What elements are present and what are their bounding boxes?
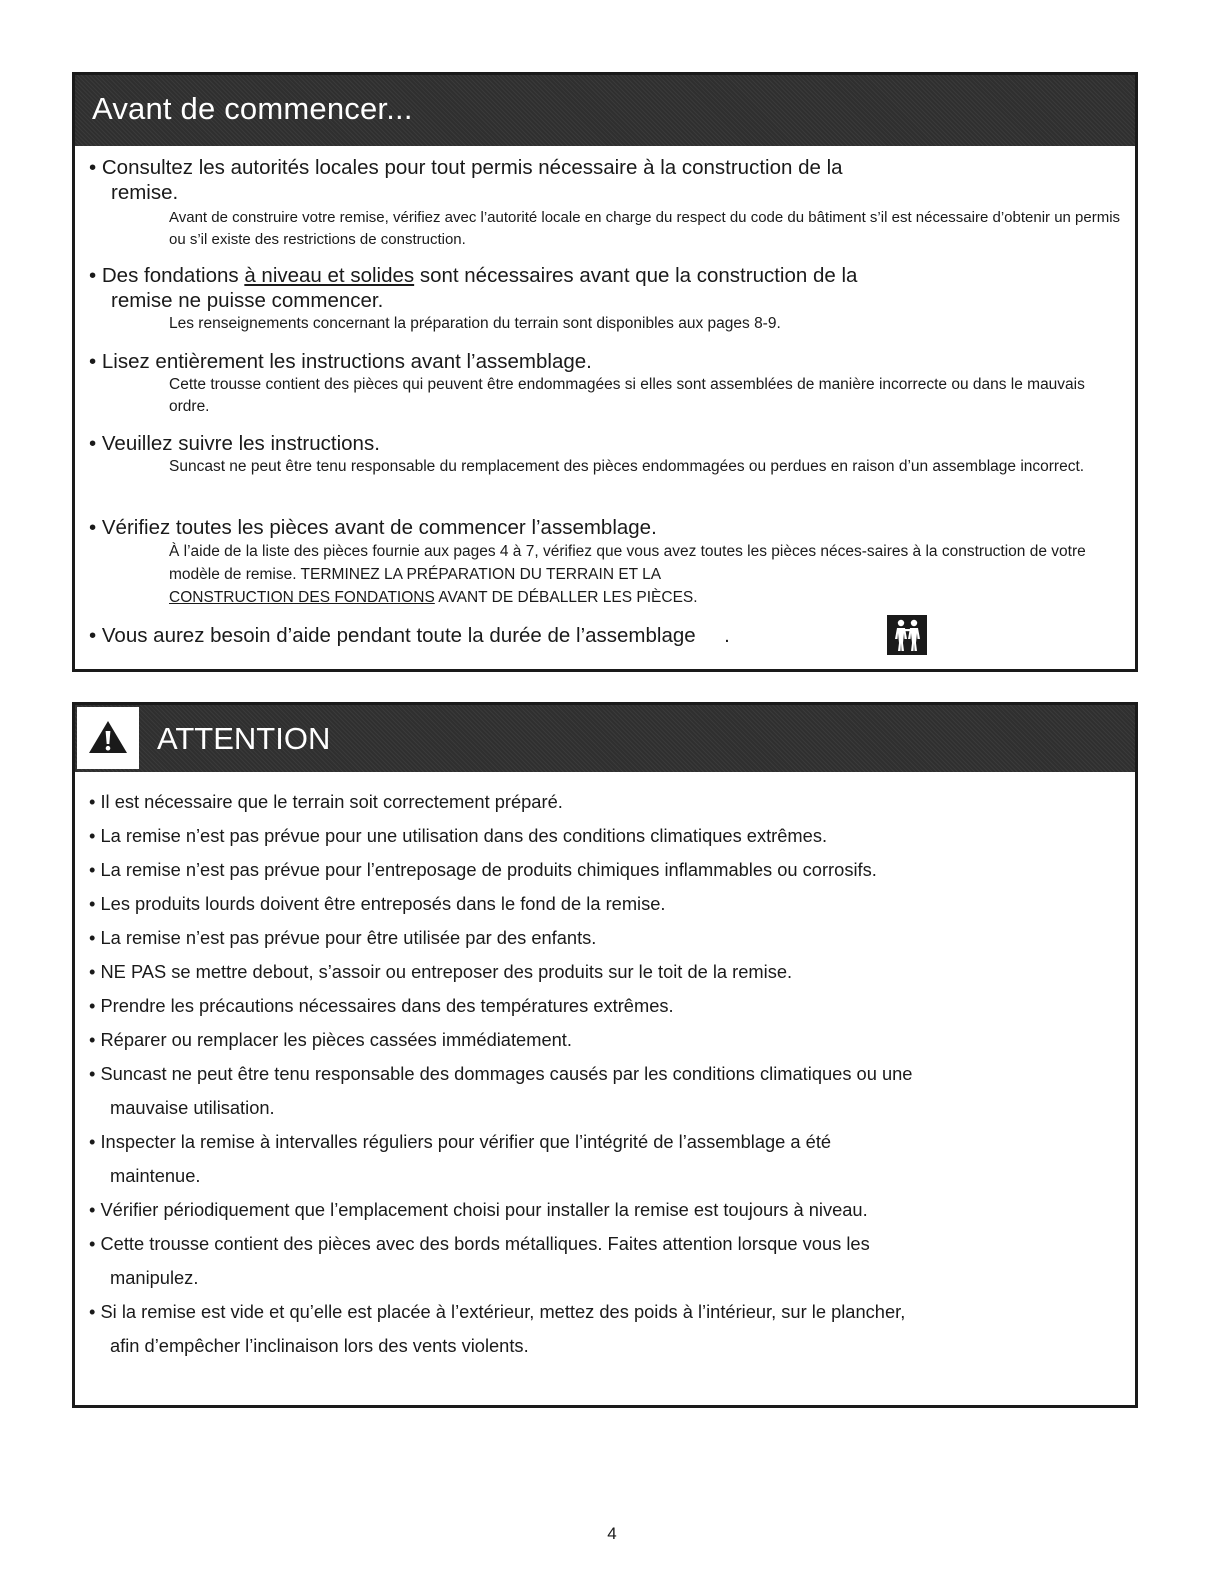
item-check-detail bbox=[89, 540, 1121, 609]
attention-item-line: • Inspecter la remise à intervalles réguliers pour vérifier que l’intégrité de l’assemblage a été bbox=[89, 1131, 832, 1152]
warning-square bbox=[77, 707, 139, 769]
item-check-detail-b: AVANT DE DÉBALLER LES PIÈCES. bbox=[434, 589, 698, 606]
item-check-detail-a: À l’aide de la liste des pièces fournie aux pages 4 à 7, vérifiez que vous avez toutes les pièces néces-saires à la construction de votre modèle de remise. TERMINEZ LA PRÉPARATION DU TERRAIN ET LA bbox=[169, 543, 1086, 583]
attention-item bbox=[89, 1125, 1105, 1193]
item-help-head: • Vous aurez besoin d’aide pendant toute la durée de l’assemblage . bbox=[89, 624, 730, 647]
attention-item: • Il est nécessaire que le terrain soit correctement préparé. bbox=[89, 791, 563, 812]
page-number: 4 bbox=[607, 1524, 617, 1543]
attention-box bbox=[72, 702, 1138, 1408]
two-people-icon bbox=[887, 615, 927, 655]
attention-item-line: • Suncast ne peut être tenu responsable des dommages causés par les conditions climatiques ou une bbox=[89, 1063, 913, 1084]
attention-item bbox=[89, 1227, 1105, 1295]
attention-item: • La remise n’est pas prévue pour une utilisation dans des conditions climatiques extrêmes. bbox=[89, 825, 828, 846]
item-need-help bbox=[89, 623, 1121, 648]
item-check-detail-underlined: CONSTRUCTION DES FONDATIONS bbox=[169, 589, 435, 606]
item-follow-head: • Veuillez suivre les instructions. bbox=[89, 432, 380, 455]
item-read-instructions bbox=[89, 349, 1121, 418]
attention-banner bbox=[75, 705, 1135, 772]
item-permits bbox=[89, 155, 1121, 251]
attention-item-cont: mauvaise utilisation. bbox=[110, 1097, 275, 1118]
attention-list bbox=[89, 785, 1105, 1363]
attention-item: • Prendre les précautions nécessaires dans des températures extrêmes. bbox=[89, 995, 674, 1016]
item-foundation-head-post: sont nécessaires avant que la construction de la bbox=[414, 264, 858, 287]
attention-title: ATTENTION bbox=[157, 721, 331, 756]
item-check-parts bbox=[89, 515, 1121, 609]
item-foundation-head-cont: remise ne puisse commencer. bbox=[111, 289, 384, 312]
item-read-detail: Cette trousse contient des pièces qui peuvent être endommagées si elles sont assemblées de manière incorrecte ou dans le mauvais ordre. bbox=[169, 376, 1085, 415]
attention-item-cont: manipulez. bbox=[110, 1267, 199, 1288]
attention-item-cont: maintenue. bbox=[110, 1165, 201, 1186]
attention-item bbox=[89, 1057, 1105, 1125]
item-foundation-head-pre: • Des fondations bbox=[89, 264, 245, 287]
item-foundation-detail: Les renseignements concernant la préparation du terrain sont disponibles aux pages 8-9. bbox=[169, 315, 781, 332]
item-foundation-head-underlined: à niveau et solides bbox=[244, 264, 415, 287]
attention-item: • La remise n’est pas prévue pour l’entreposage de produits chimiques inflammables ou corrosifs. bbox=[89, 859, 877, 880]
item-read-head: • Lisez entièrement les instructions avant l’assemblage. bbox=[89, 350, 592, 373]
before-you-start-box bbox=[72, 72, 1138, 672]
item-check-head: • Vérifiez toutes les pièces avant de commencer l’assemblage. bbox=[89, 516, 657, 539]
item-foundation bbox=[89, 263, 1121, 335]
attention-item: • Vérifier périodiquement que l’emplacement choisi pour installer la remise est toujours à niveau. bbox=[89, 1199, 868, 1220]
warning-triangle-icon bbox=[88, 720, 128, 754]
before-you-start-title: Avant de commencer... bbox=[92, 91, 413, 126]
attention-item: • La remise n’est pas prévue pour être utilisée par des enfants. bbox=[89, 927, 597, 948]
attention-item: • Réparer ou remplacer les pièces cassées immédiatement. bbox=[89, 1029, 572, 1050]
item-permits-head: • Consultez les autorités locales pour tout permis nécessaire à la construction de la bbox=[89, 156, 843, 179]
item-permits-detail: Avant de construire votre remise, vérifiez avec l’autorité locale en charge du respect du code du bâtiment s’il est nécessaire d’obtenir un permis ou s’il existe des restrictions de construction. bbox=[169, 209, 1121, 248]
attention-item-line: • Si la remise est vide et qu’elle est placée à l’extérieur, mettez des poids à l’intérieur, sur le plancher, bbox=[89, 1301, 906, 1322]
attention-item: • Les produits lourds doivent être entreposés dans le fond de la remise. bbox=[89, 893, 666, 914]
attention-item-cont: afin d’empêcher l’inclinaison lors des vents violents. bbox=[110, 1335, 529, 1356]
attention-item: • NE PAS se mettre debout, s’assoir ou entreposer des produits sur le toit de la remise. bbox=[89, 961, 793, 982]
attention-item bbox=[89, 1295, 1105, 1363]
item-follow-instructions bbox=[89, 431, 1121, 478]
before-you-start-banner bbox=[75, 75, 1135, 146]
attention-item-line: • Cette trousse contient des pièces avec des bords métalliques. Faites attention lorsque vous les bbox=[89, 1233, 870, 1254]
item-permits-head-cont: remise. bbox=[111, 181, 179, 204]
item-follow-detail: Suncast ne peut être tenu responsable du remplacement des pièces endommagées ou perdues en raison d’un assemblage incorrect. bbox=[169, 458, 1085, 475]
